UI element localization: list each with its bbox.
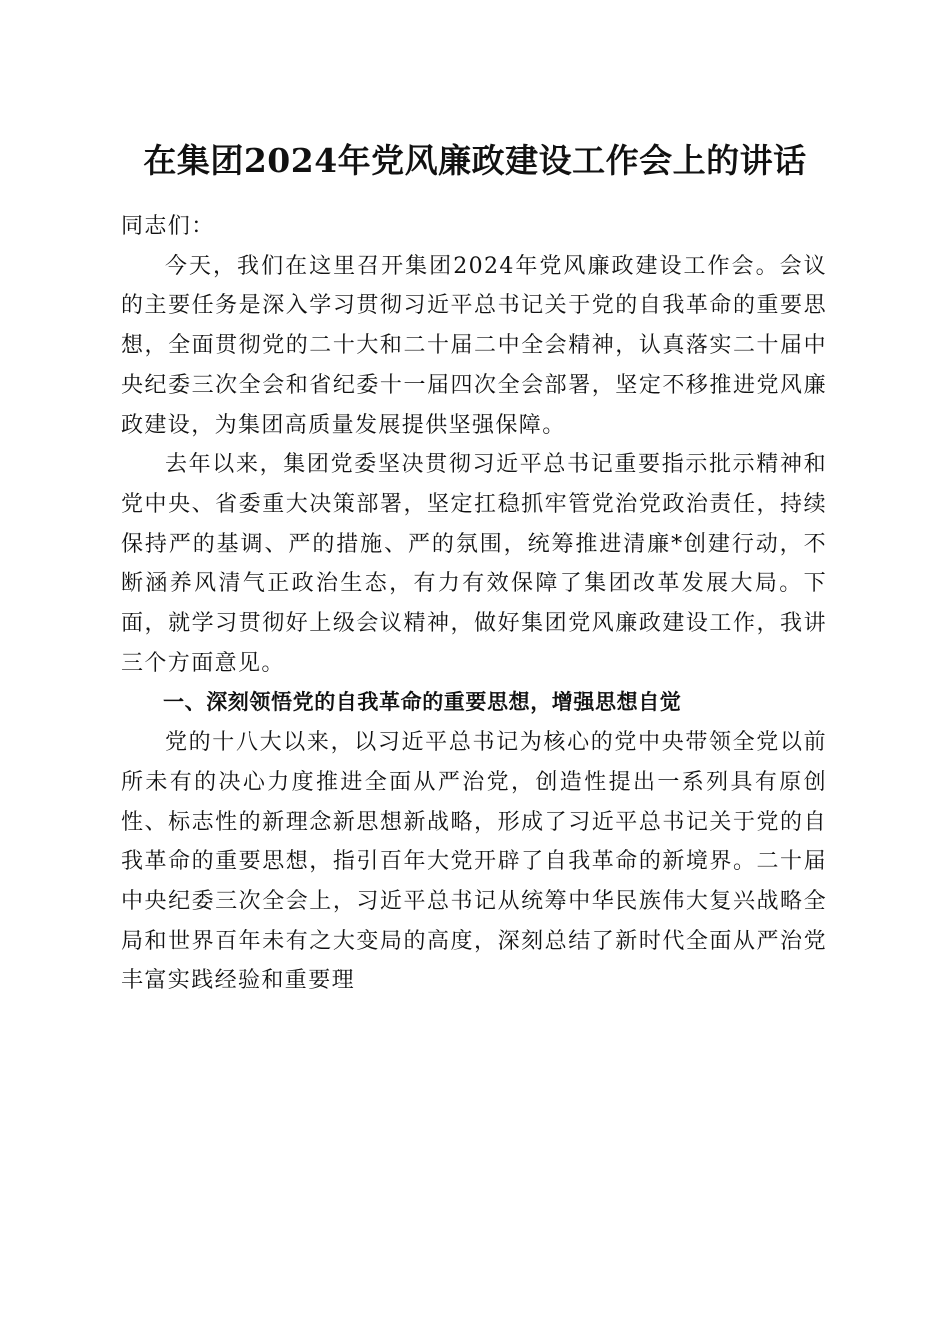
paragraph-opening: 今天，我们在这里召开集团2024年党风廉政建设工作会。会议的主要任务是深入学习贯彻习近平总书记关于党的自我革命的重要思想，全面贯彻党的二十大和二十届二中全会精神，认真落实二十届中央纪委三次全会和省纪委十一届四次全会部署，坚定不移推进党风廉政建设，为集团高质量发展提供坚强保障。 (121, 253, 827, 438)
paragraph-section-one: 党的十八大以来，以习近平总书记为核心的党中央带领全党以前所未有的决心力度推进全面从严治党，创造性提出一系列具有原创性、标志性的新理念新思想新战略，形成了习近平总书记关于党的自我革命的重要思想，指引百年大党开辟了自我革命的新境界。二十届中央纪委三次全会上，习近平总书记从统筹中华民族伟大复兴战略全局和世界百年未有之大变局的高度，深刻总结了新时代全面从严治党丰富实践经验和重要理 (121, 730, 827, 994)
paragraph-review: 去年以来，集团党委坚决贯彻习近平总书记重要指示批示精神和党中央、省委重大决策部署，坚定扛稳抓牢管党治党政治责任，持续保持严的基调、严的措施、严的氛围，统筹推进清廉*创建行动，不断涵养风清气正政治生态，有力有效保障了集团改革发展大局。下面，就学习贯彻好上级会议精神，做好集团党风廉政建设工作，我讲三个方面意见。 (121, 452, 827, 676)
section-heading: 一、深刻领悟党的自我革命的重要思想，增强思想自觉 (163, 690, 682, 715)
document-title: 在集团2024年党风廉政建设工作会上的讲话 (143, 141, 807, 180)
salutation: 同志们： (121, 214, 215, 239)
document-body (121, 207, 827, 1001)
